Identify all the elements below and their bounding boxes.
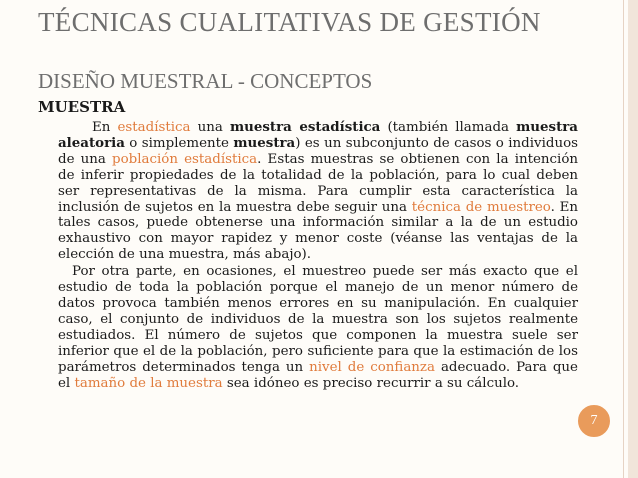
body-text	[58, 120, 578, 391]
link-poblacion-estadistica[interactable]: población estadística	[112, 151, 258, 167]
text: ) es un subconjunto de casos o individuos de una	[58, 135, 579, 167]
term-muestra: muestra	[233, 134, 296, 151]
section-heading: MUESTRA	[38, 98, 126, 116]
paragraph-1	[58, 120, 578, 263]
page-number-badge: 7	[576, 403, 612, 439]
link-nivel-de-confianza[interactable]: nivel de confianza	[309, 359, 435, 375]
text: sea idóneo es preciso recurrir a su cálculo.	[222, 375, 520, 391]
text: adecuado. Para que el	[58, 359, 578, 391]
term-muestra-estadistica: muestra estadística	[229, 119, 381, 135]
text: o simplemente	[124, 135, 234, 151]
paragraph-2	[58, 264, 578, 391]
text: . En tales casos, puede obtenerse una información similar a la de un estudio exhaustivo con mayor rapidez y menor coste (véanse las ventajas de la elección de una muestra, más abajo).	[58, 199, 579, 263]
term-muestra-aleatoria: muestra aleatoria	[58, 119, 578, 151]
link-tamano-de-la-muestra[interactable]: tamaño de la muestra	[74, 375, 223, 391]
decorative-side-line	[623, 0, 624, 478]
decorative-side-bar	[628, 0, 638, 478]
slide-title: TÉCNICAS CUALITATIVAS DE GESTIÓN	[38, 7, 541, 37]
link-tecnica-de-muestreo[interactable]: técnica de muestreo	[411, 199, 551, 215]
text: (también llamada	[380, 120, 517, 135]
text: una	[190, 120, 230, 135]
slide-subtitle: DISEÑO MUESTRAL - CONCEPTOS	[38, 69, 373, 93]
link-estadistica[interactable]: estadística	[117, 120, 191, 135]
text: . Estas muestras se obtienen con la intención de inferir propiedades de la totalidad de la población, para lo cual deben ser representativas de la misma. Para cumplir esta característica la inclusión de sujetos en la muestra debe seguir una	[58, 151, 579, 215]
text: Por otra parte, en ocasiones, el muestreo puede ser más exacto que el estudio de toda la población porque el manejo de un menor número de datos provoca también menos errores en su manipulación. En cualquier caso, el conjunto de individuos de la muestra son los sujetos realmente estudiados. El número de sujetos que componen la muestra suele ser inferior que el de la población, pero suficiente para que la estimación de los parámetros determinados tenga un	[58, 264, 578, 375]
text: En	[92, 120, 118, 135]
